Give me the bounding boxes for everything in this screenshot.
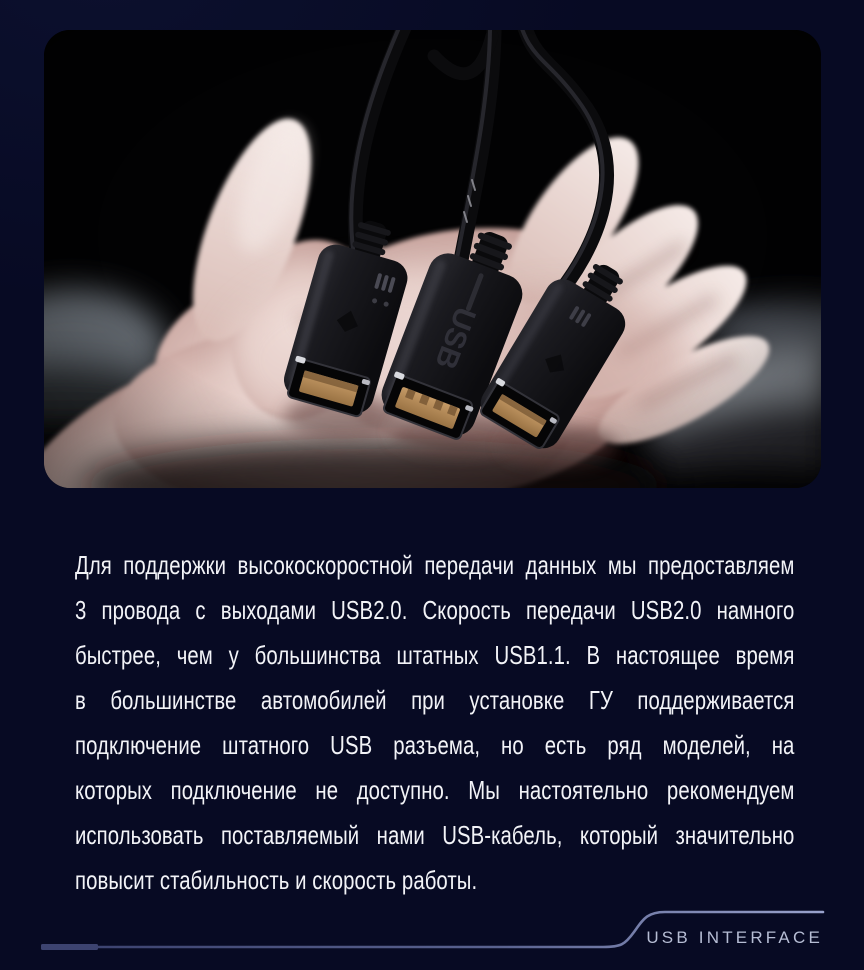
description-line: повысит стабильность и скорость работы. — [75, 865, 478, 895]
description-line: подключение штатного USB разъема, но есть ряд моделей, на — [75, 730, 795, 760]
product-photo — [44, 30, 821, 488]
photo-scene — [44, 30, 821, 488]
description-line: быстрее, чем у большинства штатных USB1.1. В настоящее время — [75, 640, 795, 670]
description-line: Для поддержки высокоскоростной передачи данных мы предоставляем — [75, 550, 795, 580]
photo-vignette — [44, 30, 821, 488]
description-text — [75, 543, 795, 903]
description-line: использовать поставляемый нами USB-кабель, который значительно — [75, 820, 795, 850]
accent-line-cap — [41, 944, 98, 950]
footer-label: USB INTERFACE — [646, 928, 823, 947]
description-line: в большинстве автомобилей при установке ГУ поддерживается — [75, 685, 795, 715]
description-line: 3 провода с выходами USB2.0. Скорость передачи USB2.0 намного — [75, 595, 795, 625]
description-line: которых подключение не доступно. Мы настоятельно рекомендуем — [75, 775, 795, 805]
